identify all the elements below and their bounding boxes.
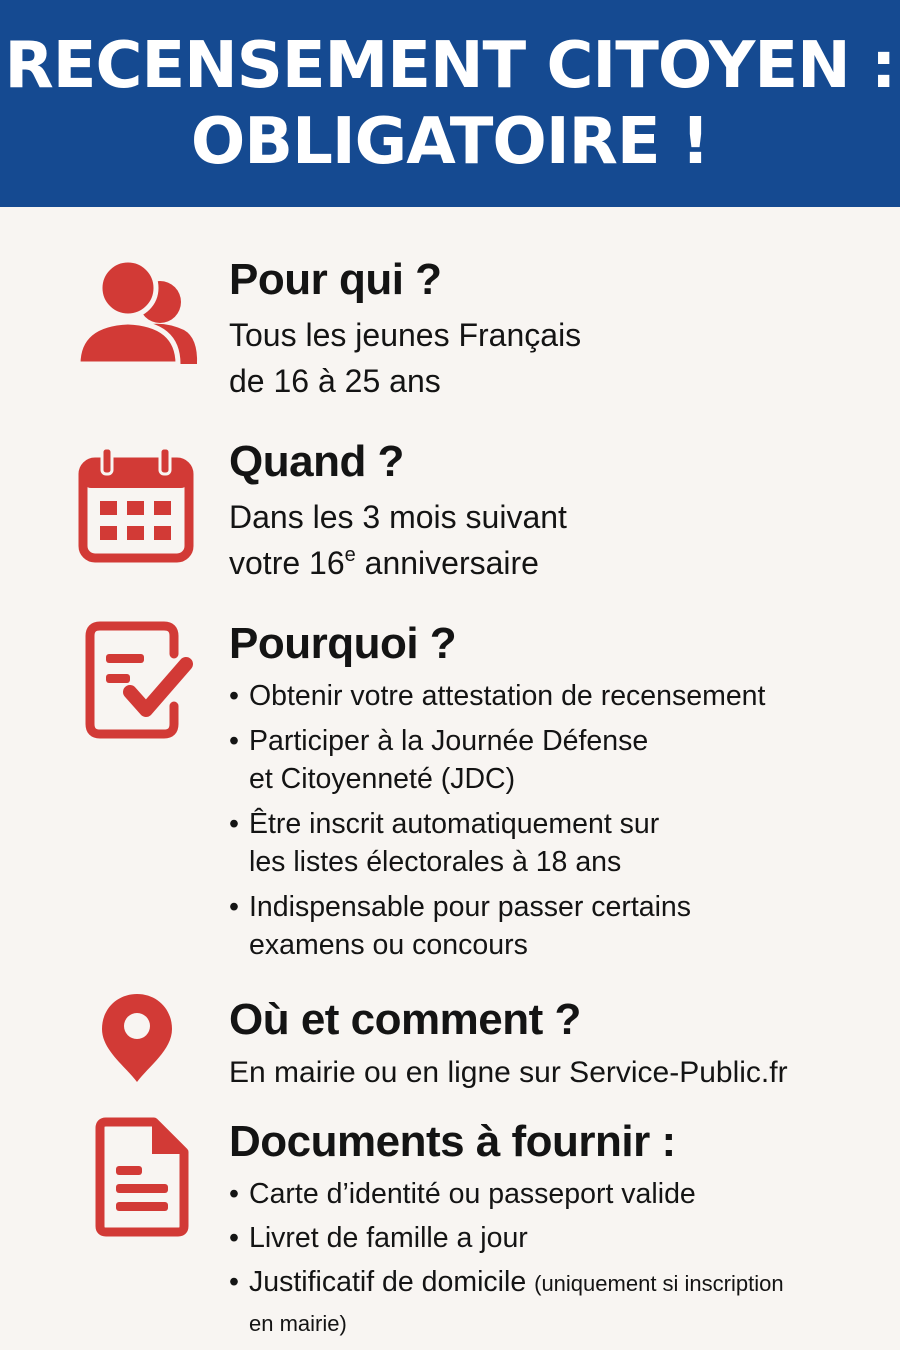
list-item — [229, 1263, 784, 1341]
page-title-line-2: OBLIGATOIRE ! — [190, 105, 710, 179]
page-title-line-1: RECENSEMENT CITOYEN : — [4, 29, 896, 103]
documents-bullet-list — [229, 1175, 784, 1341]
ordinal-superscript: e — [344, 544, 356, 566]
list-item: • Carte d’identité ou passeport valide — [229, 1175, 784, 1213]
list-item: • Obtenir votre attestation de recensement — [229, 677, 765, 715]
checklist-icon — [84, 620, 194, 740]
section-when-line-2 — [229, 540, 539, 586]
section-who-line-2: de 16 à 25 ans — [229, 363, 441, 399]
location-pin-icon — [100, 992, 174, 1084]
proof-of-address-note-2: en mairie) — [249, 1311, 347, 1336]
section-when-line-2-prefix: votre 16 — [229, 545, 345, 581]
list-item: • Participer à la Journée Défense et Citoyenneté (JDC) — [229, 722, 765, 798]
people-icon — [76, 258, 200, 368]
calendar-icon — [78, 446, 194, 564]
section-where-line-1: En mairie ou en ligne sur Service-Public.fr — [229, 1056, 788, 1089]
section-documents-title: Documents à fournir : — [229, 1117, 676, 1166]
section-when-title: Quand ? — [229, 437, 404, 486]
section-why-title: Pourquoi ? — [229, 619, 457, 668]
list-item: • Indispensable pour passer certains examens ou concours — [229, 888, 765, 964]
document-icon — [94, 1116, 190, 1238]
section-who-title: Pour qui ? — [229, 255, 442, 304]
list-item: • Être inscrit automatiquement sur les listes électorales à 18 ans — [229, 805, 765, 881]
proof-of-address-note: (uniquement si inscription — [534, 1271, 784, 1296]
proof-of-address-label: Justificatif de domicile — [249, 1266, 527, 1298]
section-who-line-1: Tous les jeunes Français — [229, 317, 582, 353]
list-item: • Livret de famille a jour — [229, 1219, 784, 1257]
why-bullet-list — [229, 677, 765, 964]
section-where-title: Où et comment ? — [229, 995, 581, 1044]
section-when-line-1: Dans les 3 mois suivant — [229, 499, 567, 535]
section-when-line-2-suffix: anniversaire — [355, 545, 539, 581]
header-banner — [0, 0, 900, 207]
